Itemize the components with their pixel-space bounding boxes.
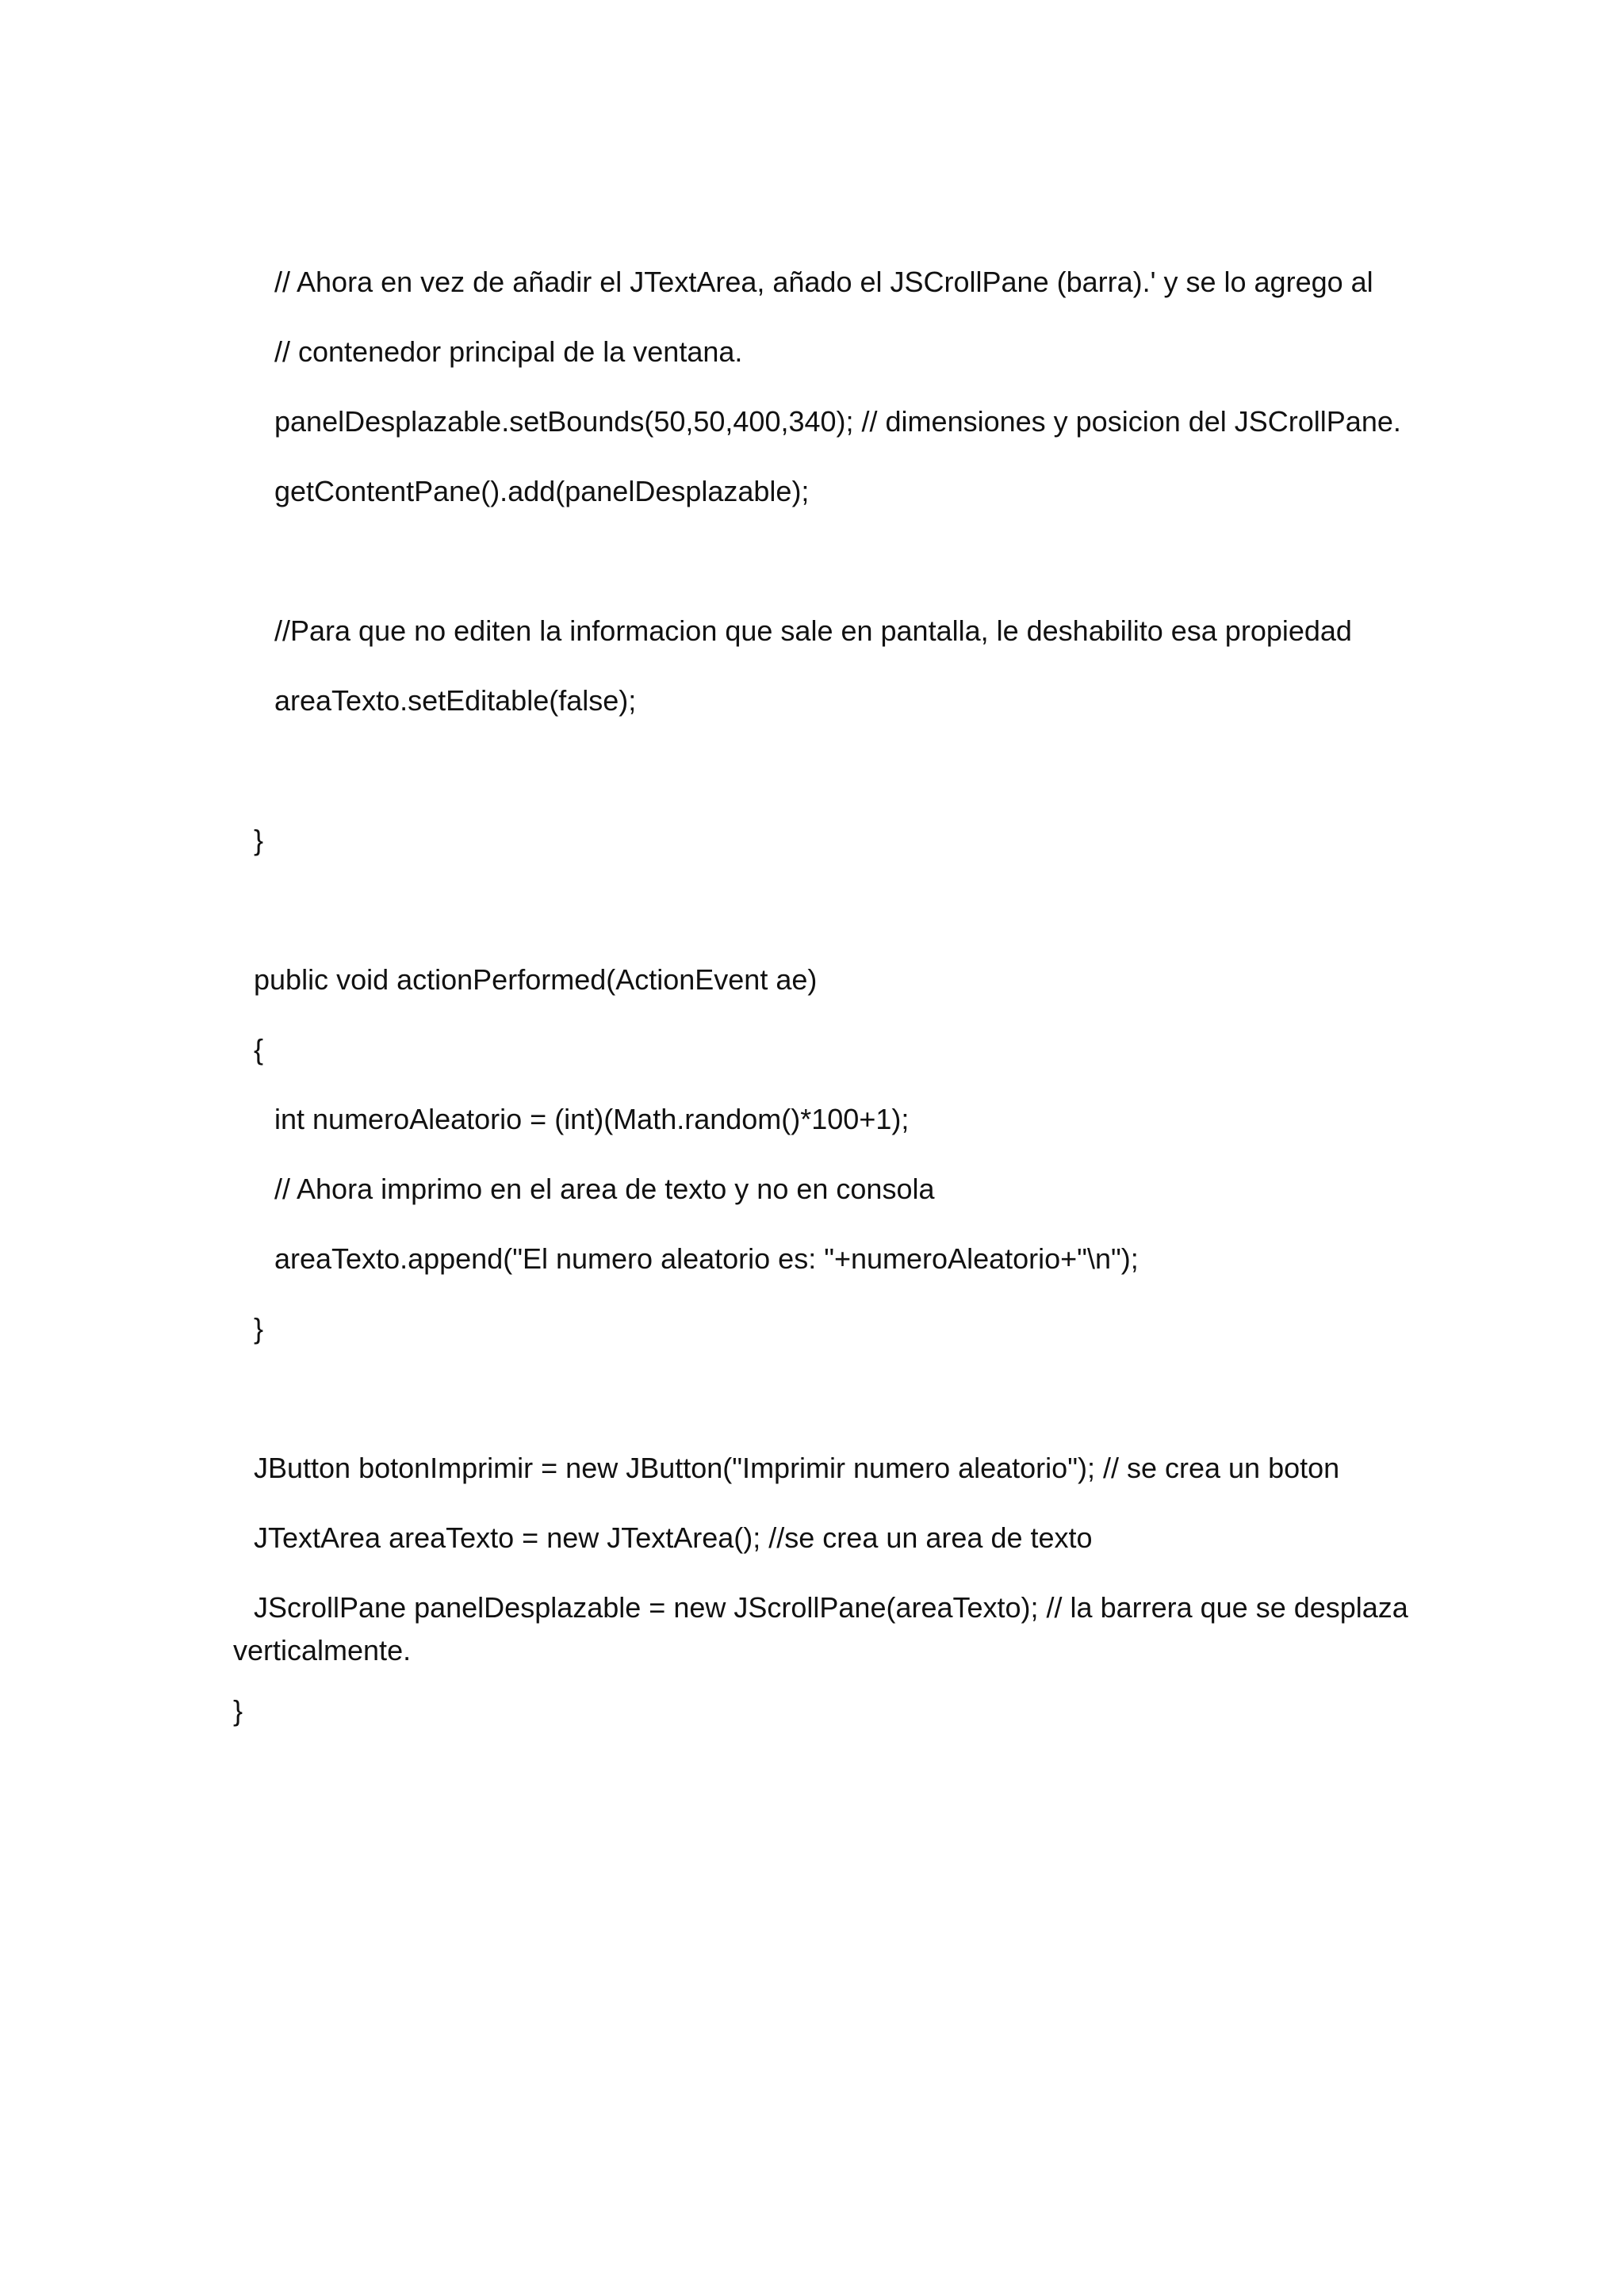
code-line: verticalmente. (233, 1634, 412, 1667)
code-line: //Para que no editen la informacion que sale en pantalla, le deshabilito esa propiedad (274, 614, 1352, 647)
code-line: getContentPane().add(panelDesplazable); (274, 475, 810, 507)
code-line: panelDesplazable.setBounds(50,50,400,340); // dimensiones y posicion del JSCrollPane. (274, 405, 1401, 438)
code-line: JTextArea areaTexto = new JTextArea(); //se crea un area de texto (254, 1521, 1093, 1554)
code-line: areaTexto.setEditable(false); (274, 684, 637, 717)
code-line: } (254, 824, 264, 856)
code-line: } (233, 1694, 243, 1727)
code-line: { (254, 1033, 264, 1066)
code-line: // contenedor principal de la ventana. (274, 335, 743, 368)
code-line: // Ahora en vez de añadir el JTextArea, añado el JSCrollPane (barra).' y se lo agrego al (274, 266, 1373, 298)
code-line: // Ahora imprimo en el area de texto y no en consola (274, 1173, 935, 1205)
code-line: JButton botonImprimir = new JButton("Imprimir numero aleatorio"); // se crea un boton (254, 1452, 1340, 1484)
code-line: } (254, 1312, 264, 1345)
code-line: areaTexto.append("El numero aleatorio es: "+numeroAleatorio+"\n"); (274, 1242, 1139, 1275)
code-line: int numeroAleatorio = (int)(Math.random()*100+1); (274, 1103, 910, 1135)
code-line: JScrollPane panelDesplazable = new JScrollPane(areaTexto); // la barrera que se desplaza (254, 1591, 1408, 1624)
code-line: public void actionPerformed(ActionEvent ae) (254, 963, 818, 996)
